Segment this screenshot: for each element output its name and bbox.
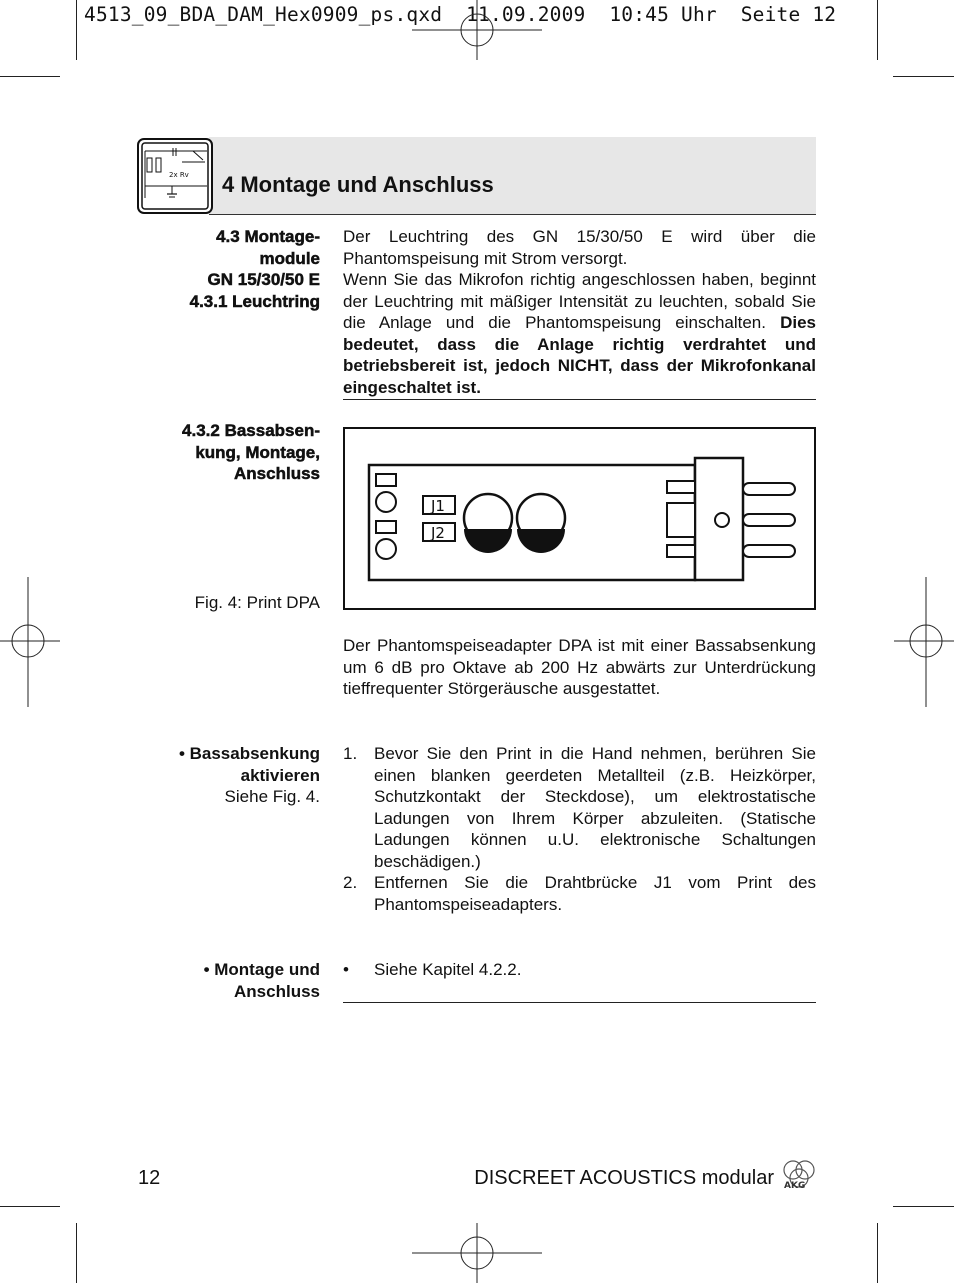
bullet: • bbox=[343, 960, 349, 979]
paragraph-normal: Wenn Sie das Mikrofon richtig angeschlossen haben, beginnt der Leuchtring mit mäßiger Intensität zu leuchten, sobald Sie die Anlage und die Phantomspeisung einschalten. bbox=[343, 270, 816, 332]
heading-line: aktivieren bbox=[240, 765, 320, 785]
paragraph bbox=[343, 269, 816, 398]
mount-list bbox=[343, 959, 816, 981]
bass-activate-steps bbox=[343, 743, 816, 915]
divider bbox=[343, 1002, 816, 1003]
heading-line: 4.3.1 Leuchtring bbox=[189, 291, 320, 311]
page-number: 12 bbox=[138, 1167, 161, 1189]
akg-logo-text: AKG bbox=[784, 1181, 806, 1190]
jumper-label-j1: J1 bbox=[431, 497, 445, 515]
heading-line: Anschluss bbox=[234, 981, 320, 1001]
divider bbox=[343, 399, 816, 400]
section-431-text bbox=[343, 226, 816, 398]
circuit-icon-label: 2x Rv bbox=[169, 171, 189, 179]
see-figure-reference: Siehe Fig. 4. bbox=[224, 787, 320, 806]
section-432-text: Der Phantomspeiseadapter DPA ist mit einer Bassabsenkung um 6 dB pro Oktave ab 200 Hz abwärts zur Unterdrückung tieffrequenter Störgeräusche ausgestattet. bbox=[343, 636, 816, 698]
akg-logo-icon bbox=[780, 1158, 818, 1190]
registration-mark-bottom bbox=[412, 1223, 542, 1283]
registration-mark-right bbox=[894, 577, 954, 707]
step-number: 1. bbox=[343, 744, 358, 763]
registration-mark-top bbox=[412, 0, 542, 60]
paragraph: Der Leuchtring des GN 15/30/50 E wird über die Phantomspeisung mit Strom versorgt. bbox=[343, 227, 816, 268]
heading-line: • Bassabsenkung bbox=[178, 744, 320, 763]
paragraph-bold: Dies bedeutet, dass die Anlage richtig verdrahtet und betriebsbereit ist, jedoch NICHT, dass der Mikrofonkanal eingeschaltet ist. bbox=[343, 313, 816, 397]
footer-title: DISCREET ACOUSTICS modular bbox=[474, 1167, 774, 1189]
jumper-label-j2: J2 bbox=[431, 524, 445, 542]
step-text: Entfernen Sie die Drahtbrücke J1 vom Print des Phantomspeiseadapters. bbox=[374, 873, 816, 914]
bass-activate-heading bbox=[120, 743, 320, 808]
mount-text: Siehe Kapitel 4.2.2. bbox=[374, 960, 522, 979]
mount-heading bbox=[120, 959, 320, 1002]
list-item bbox=[343, 959, 816, 981]
step-number: 2. bbox=[343, 873, 358, 892]
registration-mark-left bbox=[0, 577, 60, 707]
list-item bbox=[343, 872, 816, 915]
slug-line: 4513_09_BDA_DAM_Hex0909_ps.qxd 11.09.2009 10:45 Uhr Seite 12 bbox=[84, 3, 837, 26]
circuit-board-illustration bbox=[345, 429, 814, 608]
heading-line: module bbox=[259, 248, 320, 268]
circuit-diagram-icon bbox=[137, 138, 213, 214]
figure-print-dpa bbox=[343, 427, 816, 610]
heading-line: kung, Montage, bbox=[195, 442, 320, 462]
section-431-heading bbox=[120, 226, 320, 312]
list-item bbox=[343, 743, 816, 872]
step-text: Bevor Sie den Print in die Hand nehmen, berühren Sie einen blanken geerdeten Metallteil (z.B. Heizkörper, Schutzkontakt der Steckdose), um elektrostatische Ladungen von Ihrem Körper abzuleiten. (Statische Ladungen können u.U. elektronische Schaltungen beschädigen.) bbox=[374, 744, 816, 871]
heading-line: 4.3.2 Bassabsen- bbox=[182, 421, 320, 440]
heading-line: Anschluss bbox=[234, 464, 320, 483]
heading-line: GN 15/30/50 E bbox=[207, 270, 320, 289]
heading-line: • Montage und bbox=[203, 960, 320, 979]
figure-caption: Fig. 4: Print DPA bbox=[194, 593, 320, 612]
heading-line: 4.3 Montage- bbox=[216, 227, 320, 246]
chapter-title: 4 Montage und Anschluss bbox=[222, 172, 494, 197]
section-432-heading bbox=[120, 420, 320, 485]
